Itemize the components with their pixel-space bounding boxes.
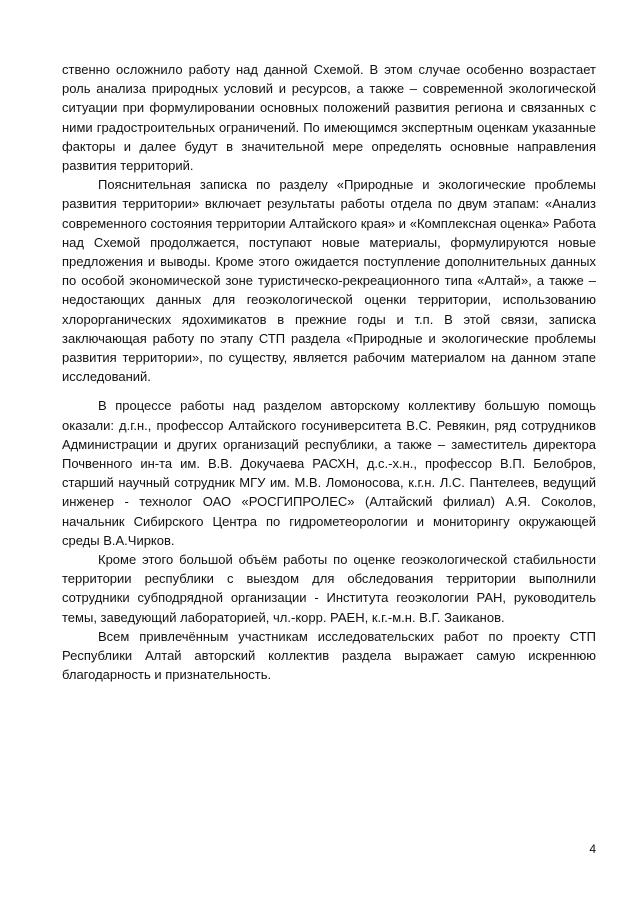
- paragraph-gratitude: Всем привлечённым участникам исследовательских работ по проекту СТП Республики Алтай авторский коллектив раздела выражает самую искреннюю благодарность и признательность.: [62, 628, 596, 683]
- paragraph-subcontractor-work: Кроме этого большой объём работы по оценке геоэкологической стабильности территории республики с выездом для обследования территории выполнили сотрудники субподрядной организации - Института геоэкологии РАН, руководитель темы, заведующий лабораторией, чл.-корр. РАЕН, к.г.-м.н. В.Г. Заиканов.: [62, 552, 596, 625]
- paragraph-continuation: ственно осложнило работу над данной Схемой. В этом случае особенно возрастает роль анализа природных условий и ресурсов, а также – современной экологической ситуации при формулировании основных положений развития региона и связанных с ними градостроительных ограничений. По имеющимся экспертным оценкам указанные факторы и далее будут в значительной мере определять основные направления развития территорий.: [62, 62, 596, 174]
- paragraph-explanatory-note: Пояснительная записка по разделу «Природные и экологические проблемы развития территории» включает результаты работы отдела по двум этапам: «Анализ современного состояния территории Алтайского края» и «Комплексная оценка» Работа над Схемой продолжается, поступают новые материалы, формулируются новые предложения и выводы. Кроме этого ожидается поступление дополнительных данных по особой экономической зоне туристическо-рекреационного типа «Алтай», а также – недостающих данных для геоэкологической оценки территории, использованию хлорорганических ядохимикатов в прежние годы и т.п. В этой связи, записка заключающая работу по этапу СТП раздела «Природные и экологические проблемы развития территории», по существу, является рабочим материалом на данном этапе исследований.: [62, 177, 596, 385]
- paragraph-acknowledged-contributors: В процессе работы над разделом авторскому коллективу большую помощь оказали: д.г.н., профессор Алтайского госуниверситета В.С. Ревякин, ряд сотрудников Администрации и других организаций республики, а также – заместитель директора Почвенного ин-та им. В.В. Докучаева РАСХН, д.с.-х.н., профессор В.П. Белобров, старший научный сотрудник МГУ им. М.В. Ломоносова, к.г.н. Л.С. Пантелеев, ведущий инженер - технолог ОАО «РОСГИПРОЛЕС» (Алтайский филиал) А.Я. Соколов, начальник Сибирского Центра по гидрометеорологии и мониторингу окружающей среды В.А.Чирков.: [62, 398, 596, 548]
- body-text: [62, 60, 596, 685]
- page-number: 4: [589, 842, 596, 856]
